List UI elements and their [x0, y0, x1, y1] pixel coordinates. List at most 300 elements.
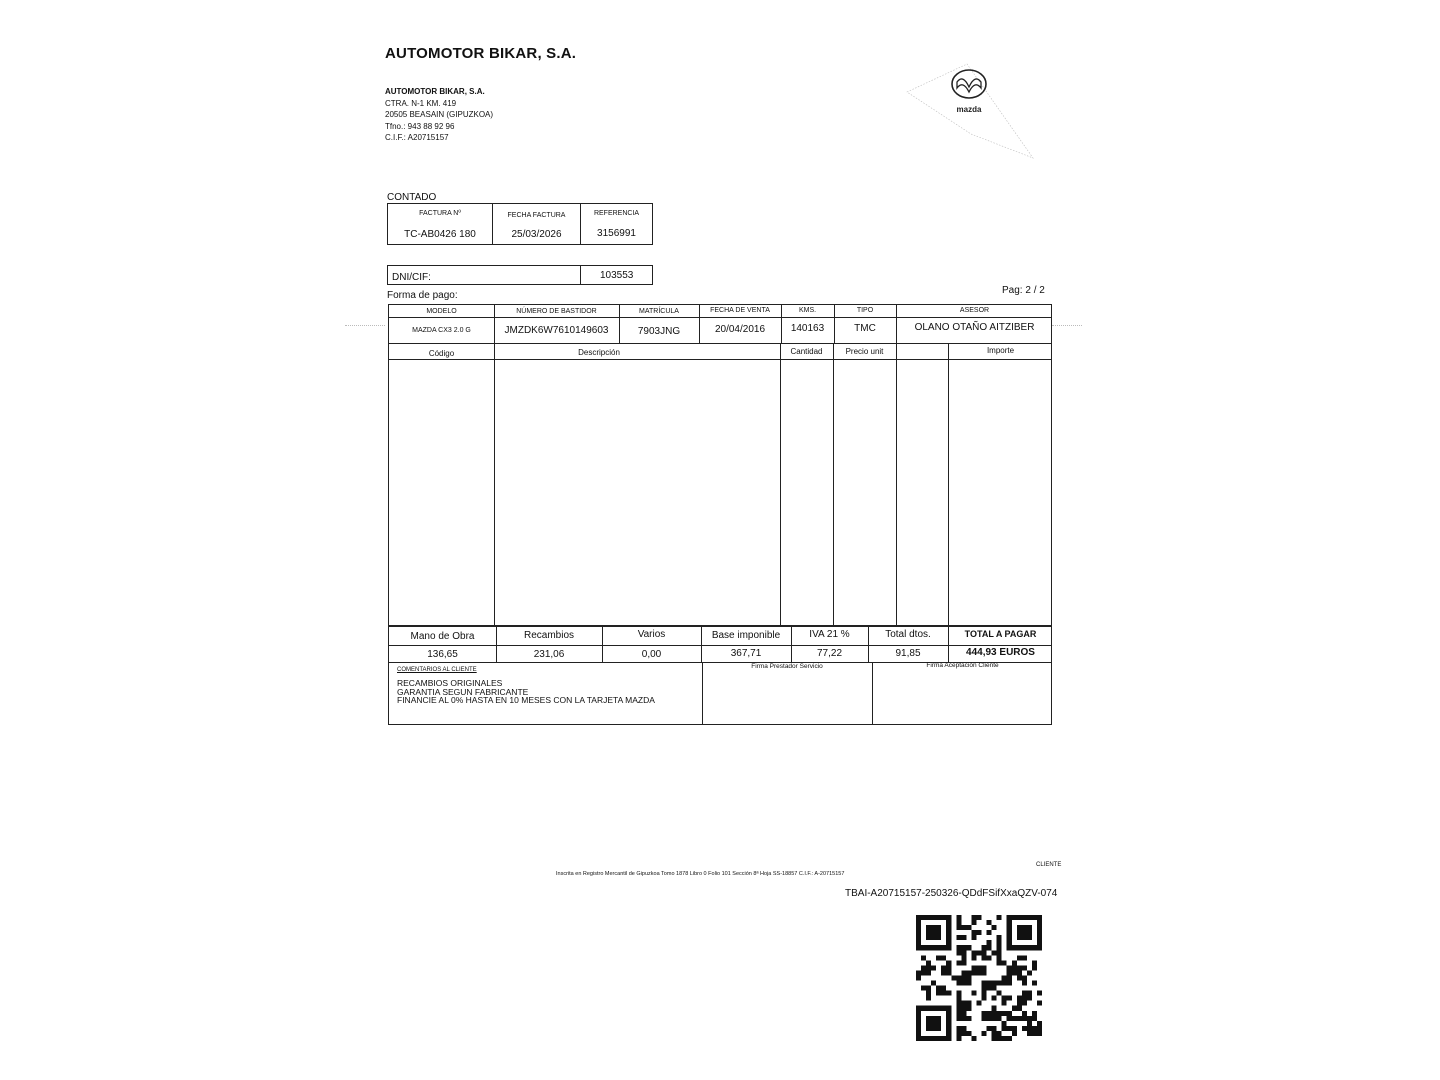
qr-module: [956, 1031, 961, 1036]
qr-module: [971, 930, 976, 935]
company-address-line1: CTRA. N-1 KM. 419: [385, 98, 457, 108]
qr-module: [956, 925, 961, 930]
qr-module: [956, 991, 961, 996]
qr-module: [1032, 945, 1037, 950]
qr-module: [1037, 935, 1042, 940]
qr-module: [1007, 1011, 1012, 1016]
qr-module: [1022, 1016, 1027, 1021]
qr-module: [1037, 930, 1042, 935]
qr-module: [936, 925, 941, 930]
qr-module: [961, 955, 966, 960]
invoice-date: 25/03/2026: [511, 229, 562, 240]
vehicle-values-rule: [389, 343, 1051, 344]
qr-module: [961, 945, 966, 950]
qr-module: [1012, 1016, 1017, 1021]
comment-line: FINANCIE AL 0% HASTA EN 10 MESES CON LA TARJETA MAZDA: [397, 695, 655, 705]
qr-module: [921, 1036, 926, 1041]
vehicle-matricula: 7903JNG: [637, 326, 681, 337]
qr-module: [966, 970, 971, 975]
qr-module: [926, 970, 931, 975]
qr-module: [1007, 996, 1012, 1001]
vehicle-bastidor: JMZDK6W7610149603: [504, 325, 609, 336]
qr-module: [971, 915, 976, 920]
invoice-number-cell: [388, 204, 493, 244]
qr-module: [1007, 1036, 1012, 1041]
qr-module: [1032, 981, 1037, 986]
qr-module: [966, 1031, 971, 1036]
total-base-imponible: 367,71: [730, 648, 762, 659]
totals-header-mano-obra: Mano de Obra: [410, 631, 475, 642]
qr-module: [916, 940, 921, 945]
qr-module: [971, 970, 976, 975]
lines-header-codigo: Código: [428, 349, 455, 358]
qr-module: [987, 930, 992, 935]
qr-module: [987, 945, 992, 950]
qr-module: [961, 925, 966, 930]
qr-module: [1027, 925, 1032, 930]
qr-module: [1007, 920, 1012, 925]
qr-module: [987, 940, 992, 945]
invoice-number-label: FACTURA Nº: [419, 210, 461, 217]
qr-module: [982, 981, 987, 986]
invoice-date-label: FECHA FACTURA: [507, 212, 566, 219]
qr-module: [941, 965, 946, 970]
copy-label: CLIENTE: [1036, 862, 1062, 868]
qr-module: [1017, 945, 1022, 950]
qr-module: [956, 1016, 961, 1021]
qr-module: [982, 986, 987, 991]
qr-module: [982, 950, 987, 955]
vehicle-header-kms: KMS.: [798, 307, 817, 314]
qr-module: [1007, 975, 1012, 980]
qr-module: [936, 1021, 941, 1026]
qr-module: [956, 1036, 961, 1041]
qr-module: [916, 1021, 921, 1026]
qr-module: [946, 940, 951, 945]
vline: [896, 343, 897, 625]
vline: [702, 663, 703, 724]
qr-module: [946, 920, 951, 925]
qr-module: [931, 1006, 936, 1011]
vehicle-fecha-venta: 20/04/2016: [714, 324, 766, 335]
qr-module: [997, 1031, 1002, 1036]
qr-module: [987, 981, 992, 986]
qr-module: [931, 1016, 936, 1021]
qr-module: [936, 1036, 941, 1041]
qr-module: [946, 991, 951, 996]
qr-module: [936, 1006, 941, 1011]
qr-code-icon: [916, 915, 1042, 1041]
qr-module: [916, 1016, 921, 1021]
qr-module: [1002, 981, 1007, 986]
qr-module: [946, 1016, 951, 1021]
qr-module: [961, 1001, 966, 1006]
qr-module: [976, 950, 981, 955]
qr-module: [1007, 981, 1012, 986]
dni-value: 103553: [600, 270, 634, 281]
qr-module: [946, 1031, 951, 1036]
qr-module: [931, 925, 936, 930]
qr-module: [1037, 1026, 1042, 1031]
qr-module: [946, 965, 951, 970]
qr-module: [961, 1006, 966, 1011]
company-title: AUTOMOTOR BIKAR, S.A.: [385, 45, 577, 62]
qr-module: [926, 930, 931, 935]
qr-module: [956, 960, 961, 965]
qr-module: [941, 1006, 946, 1011]
qr-module: [1012, 915, 1017, 920]
qr-module: [1007, 940, 1012, 945]
qr-module: [982, 955, 987, 960]
qr-module: [997, 981, 1002, 986]
registry-text: Inscrita en Registro Mercantil de Gipuzkoa Tomo 1878 Libro 0 Folio 101 Sección 8ª Hoja SS-18857 C.I.F.: A-20715157: [556, 871, 845, 877]
qr-module: [971, 920, 976, 925]
qr-module: [921, 915, 926, 920]
qr-module: [1012, 1026, 1017, 1031]
qr-module: [946, 1026, 951, 1031]
qr-module: [951, 975, 956, 980]
qr-module: [961, 1026, 966, 1031]
qr-module: [1017, 1016, 1022, 1021]
qr-module: [926, 945, 931, 950]
totals-table: [388, 626, 1052, 663]
qr-module: [997, 1036, 1002, 1041]
qr-module: [926, 1026, 931, 1031]
vehicle-asesor: OLANO OTAÑO AITZIBER: [914, 322, 1035, 333]
qr-module: [982, 965, 987, 970]
qr-module: [966, 1001, 971, 1006]
qr-module: [971, 935, 976, 940]
total-varios: 0,00: [641, 649, 662, 660]
qr-module: [916, 1031, 921, 1036]
qr-module: [946, 1006, 951, 1011]
qr-module: [971, 1036, 976, 1041]
company-name: AUTOMOTOR BIKAR, S.A.: [385, 87, 485, 96]
vehicle-header-tipo: TIPO: [856, 307, 874, 314]
qr-module: [936, 935, 941, 940]
dni-separator: [580, 266, 581, 284]
qr-module: [926, 925, 931, 930]
qr-module: [921, 945, 926, 950]
qr-module: [997, 940, 1002, 945]
qr-module: [931, 945, 936, 950]
qr-module: [987, 1016, 992, 1021]
qr-module: [926, 915, 931, 920]
qr-module: [936, 945, 941, 950]
qr-module: [987, 986, 992, 991]
qr-module: [987, 1026, 992, 1031]
qr-module: [992, 1026, 997, 1031]
vehicle-kms: 140163: [790, 323, 825, 334]
qr-module: [926, 986, 931, 991]
total-iva: 77,22: [816, 648, 843, 659]
qr-module: [936, 1026, 941, 1031]
qr-module: [1002, 1026, 1007, 1031]
qr-module: [966, 981, 971, 986]
qr-module: [916, 1006, 921, 1011]
qr-module: [1022, 1001, 1027, 1006]
dni-label: DNI/CIF:: [392, 272, 431, 283]
qr-module: [1002, 1001, 1007, 1006]
qr-module: [956, 945, 961, 950]
qr-module: [976, 970, 981, 975]
qr-module: [966, 975, 971, 980]
qr-module: [921, 1006, 926, 1011]
qr-module: [941, 970, 946, 975]
qr-module: [936, 915, 941, 920]
comment-line: RECAMBIOS ORIGINALES: [397, 678, 503, 688]
qr-module: [946, 970, 951, 975]
qr-module: [1007, 965, 1012, 970]
qr-module: [946, 1036, 951, 1041]
qr-module: [1037, 1001, 1042, 1006]
qr-module: [982, 1016, 987, 1021]
invoice-ref-label: REFERENCIA: [593, 210, 640, 217]
qr-module: [1007, 915, 1012, 920]
qr-module: [961, 1031, 966, 1036]
qr-module: [1037, 940, 1042, 945]
qr-module: [1017, 915, 1022, 920]
lines-header-precio-unit: Precio unit: [845, 347, 884, 356]
qr-module: [946, 945, 951, 950]
qr-module: [926, 996, 931, 1001]
invoice-ref: 3156991: [597, 228, 636, 239]
qr-module: [982, 1011, 987, 1016]
qr-module: [966, 945, 971, 950]
qr-module: [982, 970, 987, 975]
qr-module: [992, 1011, 997, 1016]
qr-module: [987, 920, 992, 925]
qr-module: [1027, 996, 1032, 1001]
qr-module: [926, 965, 931, 970]
qr-module: [1032, 915, 1037, 920]
invoice-info-box: [387, 203, 653, 245]
qr-module: [1022, 981, 1027, 986]
firma-prestador-label: Firma Prestador Servicio: [751, 663, 823, 670]
qr-module: [971, 955, 976, 960]
comments-body: [397, 679, 655, 705]
lines-header-cantidad: Cantidad: [790, 347, 823, 356]
total-a-pagar: 444,93 EUROS: [966, 647, 1035, 658]
qr-module: [976, 930, 981, 935]
qr-module: [961, 950, 966, 955]
totals-header-base: Base imponible: [711, 630, 781, 641]
mazda-logo-icon: [905, 58, 1035, 168]
qr-module: [1032, 1011, 1037, 1016]
qr-module: [1037, 925, 1042, 930]
qr-module: [1007, 930, 1012, 935]
invoice-main-table: [388, 304, 1052, 626]
dni-box: [387, 265, 653, 285]
qr-module: [956, 1006, 961, 1011]
qr-module: [961, 960, 966, 965]
qr-module: [941, 1036, 946, 1041]
qr-module: [987, 1011, 992, 1016]
qr-module: [1027, 1026, 1032, 1031]
qr-module: [956, 920, 961, 925]
vline: [780, 343, 781, 625]
qr-module: [1022, 925, 1027, 930]
qr-module: [916, 945, 921, 950]
qr-module: [1022, 1026, 1027, 1031]
qr-module: [936, 1016, 941, 1021]
company-address-block: [385, 86, 493, 144]
qr-module: [1027, 970, 1032, 975]
qr-module: [1037, 915, 1042, 920]
qr-module: [971, 991, 976, 996]
qr-module: [992, 1031, 997, 1036]
qr-module: [921, 986, 926, 991]
qr-module: [1027, 1021, 1032, 1026]
qr-module: [1022, 955, 1027, 960]
qr-module: [1012, 970, 1017, 975]
left-dotted-rule: [345, 325, 385, 326]
qr-module: [916, 975, 921, 980]
qr-module: [946, 1011, 951, 1016]
qr-module: [1037, 1031, 1042, 1036]
qr-module: [1027, 915, 1032, 920]
qr-module: [926, 991, 931, 996]
qr-module: [982, 996, 987, 1001]
qr-module: [921, 955, 926, 960]
company-address-line2: 20505 BEASAIN (GIPUZKOA): [385, 110, 494, 119]
qr-module: [956, 950, 961, 955]
total-recambios: 231,06: [533, 649, 565, 660]
qr-module: [1017, 955, 1022, 960]
qr-module: [956, 996, 961, 1001]
vehicle-header-bastidor: NÚMERO DE BASTIDOR: [516, 308, 597, 315]
qr-module: [987, 955, 992, 960]
totals-header-varios: Varios: [637, 629, 666, 640]
qr-module: [1017, 970, 1022, 975]
qr-module: [1007, 925, 1012, 930]
qr-module: [1017, 1006, 1022, 1011]
qr-module: [997, 955, 1002, 960]
lines-header-descripcion: Descripción: [578, 348, 620, 357]
qr-module: [931, 1036, 936, 1041]
qr-module: [936, 991, 941, 996]
qr-module: [1022, 991, 1027, 996]
qr-module: [961, 1016, 966, 1021]
qr-module: [961, 970, 966, 975]
qr-module: [982, 991, 987, 996]
vehicle-modelo: MAZDA CX3 2.0 G: [412, 327, 471, 334]
vehicle-header-asesor: ASESOR: [959, 307, 990, 314]
qr-module: [931, 935, 936, 940]
qr-module: [956, 981, 961, 986]
qr-module: [926, 935, 931, 940]
qr-module: [926, 1021, 931, 1026]
qr-module: [941, 986, 946, 991]
qr-module: [961, 981, 966, 986]
qr-module: [992, 1036, 997, 1041]
qr-module: [1022, 1011, 1027, 1016]
qr-module: [961, 975, 966, 980]
qr-module: [956, 1011, 961, 1016]
qr-module: [946, 930, 951, 935]
qr-module: [921, 965, 926, 970]
qr-module: [1017, 1001, 1022, 1006]
qr-module: [1022, 996, 1027, 1001]
qr-module: [1017, 930, 1022, 935]
qr-module: [956, 1026, 961, 1031]
qr-module: [931, 1026, 936, 1031]
qr-module: [997, 950, 1002, 955]
qr-module: [1002, 1036, 1007, 1041]
qr-module: [997, 991, 1002, 996]
qr-module: [1017, 996, 1022, 1001]
qr-module: [1022, 930, 1027, 935]
invoice-date-cell: [493, 204, 581, 244]
qr-module: [926, 960, 931, 965]
firma-cliente-label: Firma Aceptación Cliente: [926, 662, 999, 669]
total-mano-obra: 136,65: [427, 649, 458, 660]
qr-module: [966, 1006, 971, 1011]
qr-module: [946, 925, 951, 930]
company-phone: Tfno.: 943 88 92 96: [385, 121, 455, 131]
qr-module: [941, 915, 946, 920]
qr-module: [916, 915, 921, 920]
qr-module: [941, 955, 946, 960]
qr-module: [1007, 970, 1012, 975]
qr-module: [1017, 935, 1022, 940]
qr-module: [946, 1021, 951, 1026]
qr-module: [1012, 965, 1017, 970]
vline: [948, 343, 949, 625]
totals-header-recambios: Recambios: [523, 630, 575, 641]
qr-module: [1032, 1026, 1037, 1031]
qr-module: [1032, 965, 1037, 970]
qr-module: [921, 970, 926, 975]
qr-module: [971, 965, 976, 970]
qr-module: [1022, 975, 1027, 980]
qr-module: [961, 1011, 966, 1016]
qr-module: [936, 930, 941, 935]
qr-module: [916, 925, 921, 930]
qr-module: [1007, 945, 1012, 950]
comments-signature-box: [388, 663, 1052, 725]
qr-module: [1022, 935, 1027, 940]
qr-module: [1022, 945, 1027, 950]
qr-module: [997, 960, 1002, 965]
qr-module: [916, 970, 921, 975]
qr-module: [916, 920, 921, 925]
qr-module: [997, 915, 1002, 920]
total-dtos: 91,85: [895, 648, 921, 659]
qr-module: [941, 945, 946, 950]
qr-module: [931, 915, 936, 920]
qr-module: [1012, 945, 1017, 950]
vline: [833, 343, 834, 625]
totals-rule: [389, 645, 1051, 646]
qr-module: [1002, 975, 1007, 980]
qr-module: [982, 945, 987, 950]
qr-module: [992, 925, 997, 930]
qr-module: [1037, 920, 1042, 925]
totals-header-total: TOTAL A PAGAR: [964, 629, 1037, 639]
qr-module: [992, 981, 997, 986]
qr-module: [1002, 960, 1007, 965]
qr-module: [931, 1021, 936, 1026]
qr-module: [1007, 935, 1012, 940]
vehicle-tipo: TMC: [854, 323, 876, 334]
qr-module: [992, 950, 997, 955]
qr-module: [1032, 1016, 1037, 1021]
qr-module: [936, 955, 941, 960]
qr-module: [1017, 975, 1022, 980]
qr-module: [1012, 1006, 1017, 1011]
qr-module: [946, 960, 951, 965]
